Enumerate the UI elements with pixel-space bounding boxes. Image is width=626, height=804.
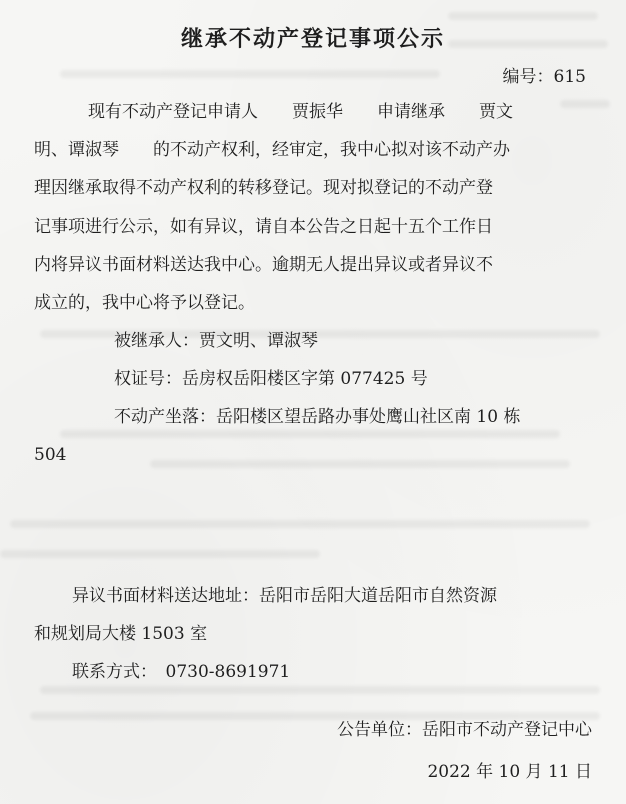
- phone-line: 联系方式： 0730-8691971: [72, 662, 291, 682]
- body-line: 明、谭淑琴 的不动产权利，经审定，我中心拟对该不动产办: [34, 140, 510, 160]
- bleed-through-mark: [448, 12, 598, 20]
- certificate-line: 权证号：岳房权岳阳楼区字第 077425 号: [114, 369, 428, 389]
- address-line-continued: 和规划局大楼 1503 室: [34, 624, 208, 644]
- location-line-continued: 504: [34, 445, 67, 465]
- notice-title: 继承不动产登记事项公示: [180, 27, 445, 52]
- body-line: 内将异议书面材料送达我中心。逾期无人提出异议或者异议不: [34, 255, 493, 275]
- location-line: 不动产坐落：岳阳楼区望岳路办事处鹰山社区南 10 栋: [114, 407, 521, 427]
- bleed-through-mark: [150, 460, 570, 468]
- body-line: 理因继承取得不动产权利的转移登记。现对拟登记的不动产登: [34, 178, 493, 198]
- bleed-through-mark: [560, 100, 610, 108]
- bleed-through-mark: [10, 520, 590, 528]
- issuer-line: 公告单位：岳阳市不动产登记中心: [337, 720, 592, 740]
- decedent-line: 被继承人：贾文明、谭淑琴: [114, 331, 318, 351]
- address-line: 异议书面材料送达地址：岳阳市岳阳大道岳阳市自然资源: [72, 586, 497, 606]
- serial-number: 编号：615: [502, 67, 586, 87]
- bleed-through-mark: [60, 430, 560, 438]
- body-line: 记事项进行公示，如有异议，请自本公告之日起十五个工作日: [34, 217, 493, 237]
- body-line: 现有不动产登记申请人 贾振华 申请继承 贾文: [88, 102, 513, 122]
- bleed-through-mark: [0, 550, 320, 558]
- bleed-through-mark: [40, 686, 600, 694]
- body-line: 成立的，我中心将予以登记。: [34, 293, 255, 313]
- bleed-through-mark: [60, 70, 440, 78]
- date-line: 2022 年 10 月 11 日: [427, 762, 592, 782]
